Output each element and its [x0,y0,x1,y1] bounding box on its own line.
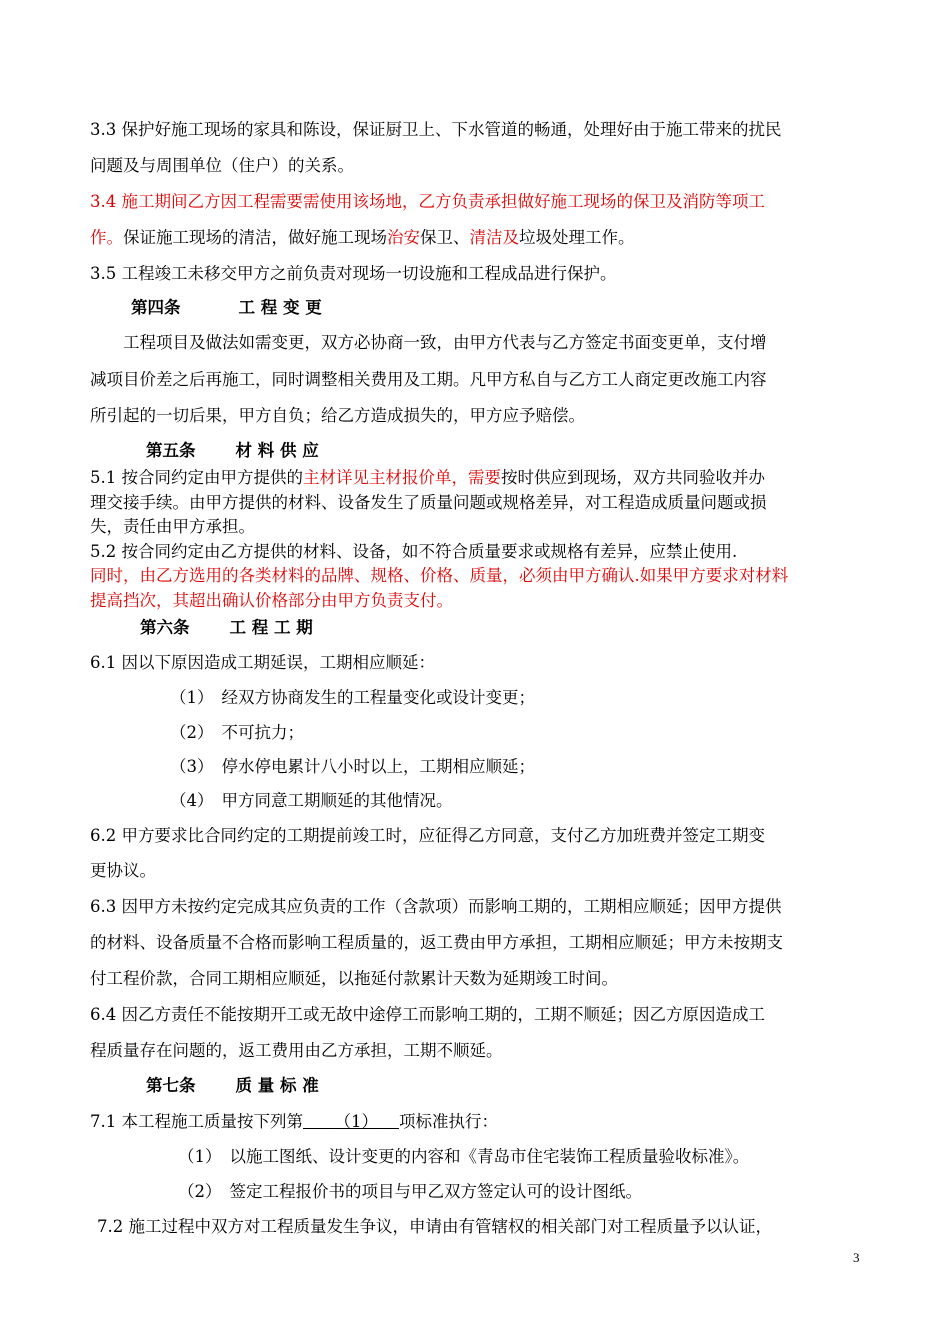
list-item-text: 不可抗力； [221,723,304,742]
text: 项标准执行： [398,1112,498,1131]
section-5-heading [146,440,319,462]
clause-5-2-red-line-1: 同时，由乙方选用的各类材料的品牌、规格、价格、质量，必须由甲方确认.如果甲方要求对材料 [90,566,789,585]
list-item [170,687,535,709]
list-item [178,1146,749,1168]
standard-choice-value: （1） [334,1112,378,1131]
list-item-text: 签定工程报价书的项目与甲乙双方签定认可的设计图纸。 [229,1182,642,1201]
red-text: 治安 [387,228,420,247]
clause-5-2: 5.2 按合同约定由乙方提供的材料、设备，如不符合质量要求或规格有差异，应禁止使用. [90,542,738,561]
heading-title: 工 程 变 更 [238,298,322,317]
clause-6-4-line-2: 程质量存在问题的，返工费用由乙方承担，工期不顺延。 [90,1041,503,1060]
clause-6-2-line-2: 更协议。 [90,861,156,880]
clause-6-3-line-3: 付工程价款，合同工期相应顺延，以拖延付款累计天数为延期竣工时间。 [90,969,618,988]
clause-6-1: 6.1 因以下原因造成工期延误，工期相应顺延： [90,653,435,672]
heading-title: 工 程 工 期 [229,618,313,637]
list-item-text: 经双方协商发生的工程量变化或设计变更； [221,688,535,707]
clause-5-2-red-line-2: 提高挡次，其超出确认价格部分由甲方负责支付。 [90,591,453,610]
heading-number: 第四条 [131,298,181,317]
clause-6-3-line-1: 6.3 因甲方未按约定完成其应负责的工作（含款项）而影响工期的，工期相应顺延；因甲方提供 [90,897,782,916]
red-text: 作。 [90,228,123,247]
red-text: 清洁及 [469,228,519,247]
clause-3-4-line-1 [90,191,765,213]
clause-5-1-line-1 [90,467,765,489]
red-text: 施工期间乙方因工程需要需使用该场地，乙方负责承担做好施工现场的保卫及消防等项工 [121,192,765,211]
heading-number: 第七条 [146,1076,196,1095]
clause-7-2: 7.2 施工过程中双方对工程质量发生争议，申请由有管辖权的相关部门对工程质量予以认证， [97,1217,772,1236]
list-item-text: 以施工图纸、设计变更的内容和《青岛市住宅装饰工程质量验收标准》。 [229,1147,750,1166]
list-item-number: （3） [170,757,214,776]
clause-3-4-line-2 [90,227,635,249]
heading-title: 材 料 供 应 [235,441,319,460]
text: 按时供应到现场，双方共同验收并办 [501,468,765,487]
clause-7-1 [90,1111,498,1133]
text: 保证施工现场的清洁，做好施工现场 [123,228,387,247]
text: 保卫、 [420,228,470,247]
section-7-heading [146,1075,319,1097]
red-text: 主材详见主材报价单，需要 [303,468,501,487]
list-item-number: （1） [178,1147,222,1166]
list-item [170,756,535,778]
list-item-number: （2） [170,723,214,742]
list-item-number: （2） [178,1182,222,1201]
text: 5.1 按合同约定由甲方提供的 [90,468,303,487]
text: 7.1 本工程施工质量按下列第 [90,1112,303,1131]
standard-choice-blank [303,1112,399,1131]
clause-5-1-line-3: 失，责任由甲方承担。 [90,517,255,536]
clause-6-4-line-1: 6.4 因乙方责任不能按期开工或无故中途停工而影响工期的，工期不顺延；因乙方原因造成工 [90,1005,765,1024]
list-item-text: 停水停电累计八小时以上，工期相应顺延； [221,757,535,776]
section-4-line-2: 减项目价差之后再施工，同时调整相关费用及工期。凡甲方私自与乙方工人商定更改施工内容 [90,370,767,389]
clause-number: 3.4 [90,192,122,211]
clause-6-2-line-1: 6.2 甲方要求比合同约定的工期提前竣工时，应征得乙方同意，支付乙方加班费并签定工期变 [90,826,765,845]
section-6-heading [140,617,313,639]
section-4-line-3: 所引起的一切后果，甲方自负；给乙方造成损失的，甲方应予赔偿。 [90,406,585,425]
clause-6-3-line-2: 的材料、设备质量不合格而影响工程质量的，返工费由甲方承担，工期相应顺延；甲方未按期支 [90,933,783,952]
list-item [170,722,304,744]
heading-number: 第五条 [146,441,196,460]
section-4-line-1: 工程项目及做法如需变更，双方必协商一致，由甲方代表与乙方签定书面变更单，支付增 [123,333,767,352]
text: 垃圾处理工作。 [519,228,635,247]
page-number: 3 [853,1250,860,1265]
list-item-text: 甲方同意工期顺延的其他情况。 [221,791,453,810]
heading-number: 第六条 [140,618,190,637]
clause-3-3-line-2: 问题及与周围单位（住户）的关系。 [90,156,354,175]
clause-5-1-line-2: 理交接手续。由甲方提供的材料、设备发生了质量问题或规格差异，对工程造成质量问题或损 [90,493,767,512]
clause-3-3-line-1: 3.3 保护好施工现场的家具和陈设，保证厨卫上、下水管道的畅通，处理好由于施工带来的扰民 [90,120,782,139]
heading-title: 质 量 标 准 [235,1076,319,1095]
list-item-number: （1） [170,688,214,707]
list-item-number: （4） [170,791,214,810]
section-4-heading [131,297,322,319]
clause-3-5: 3.5 工程竣工未移交甲方之前负责对现场一切设施和工程成品进行保护。 [90,264,617,283]
list-item [170,790,453,812]
list-item [178,1181,642,1203]
